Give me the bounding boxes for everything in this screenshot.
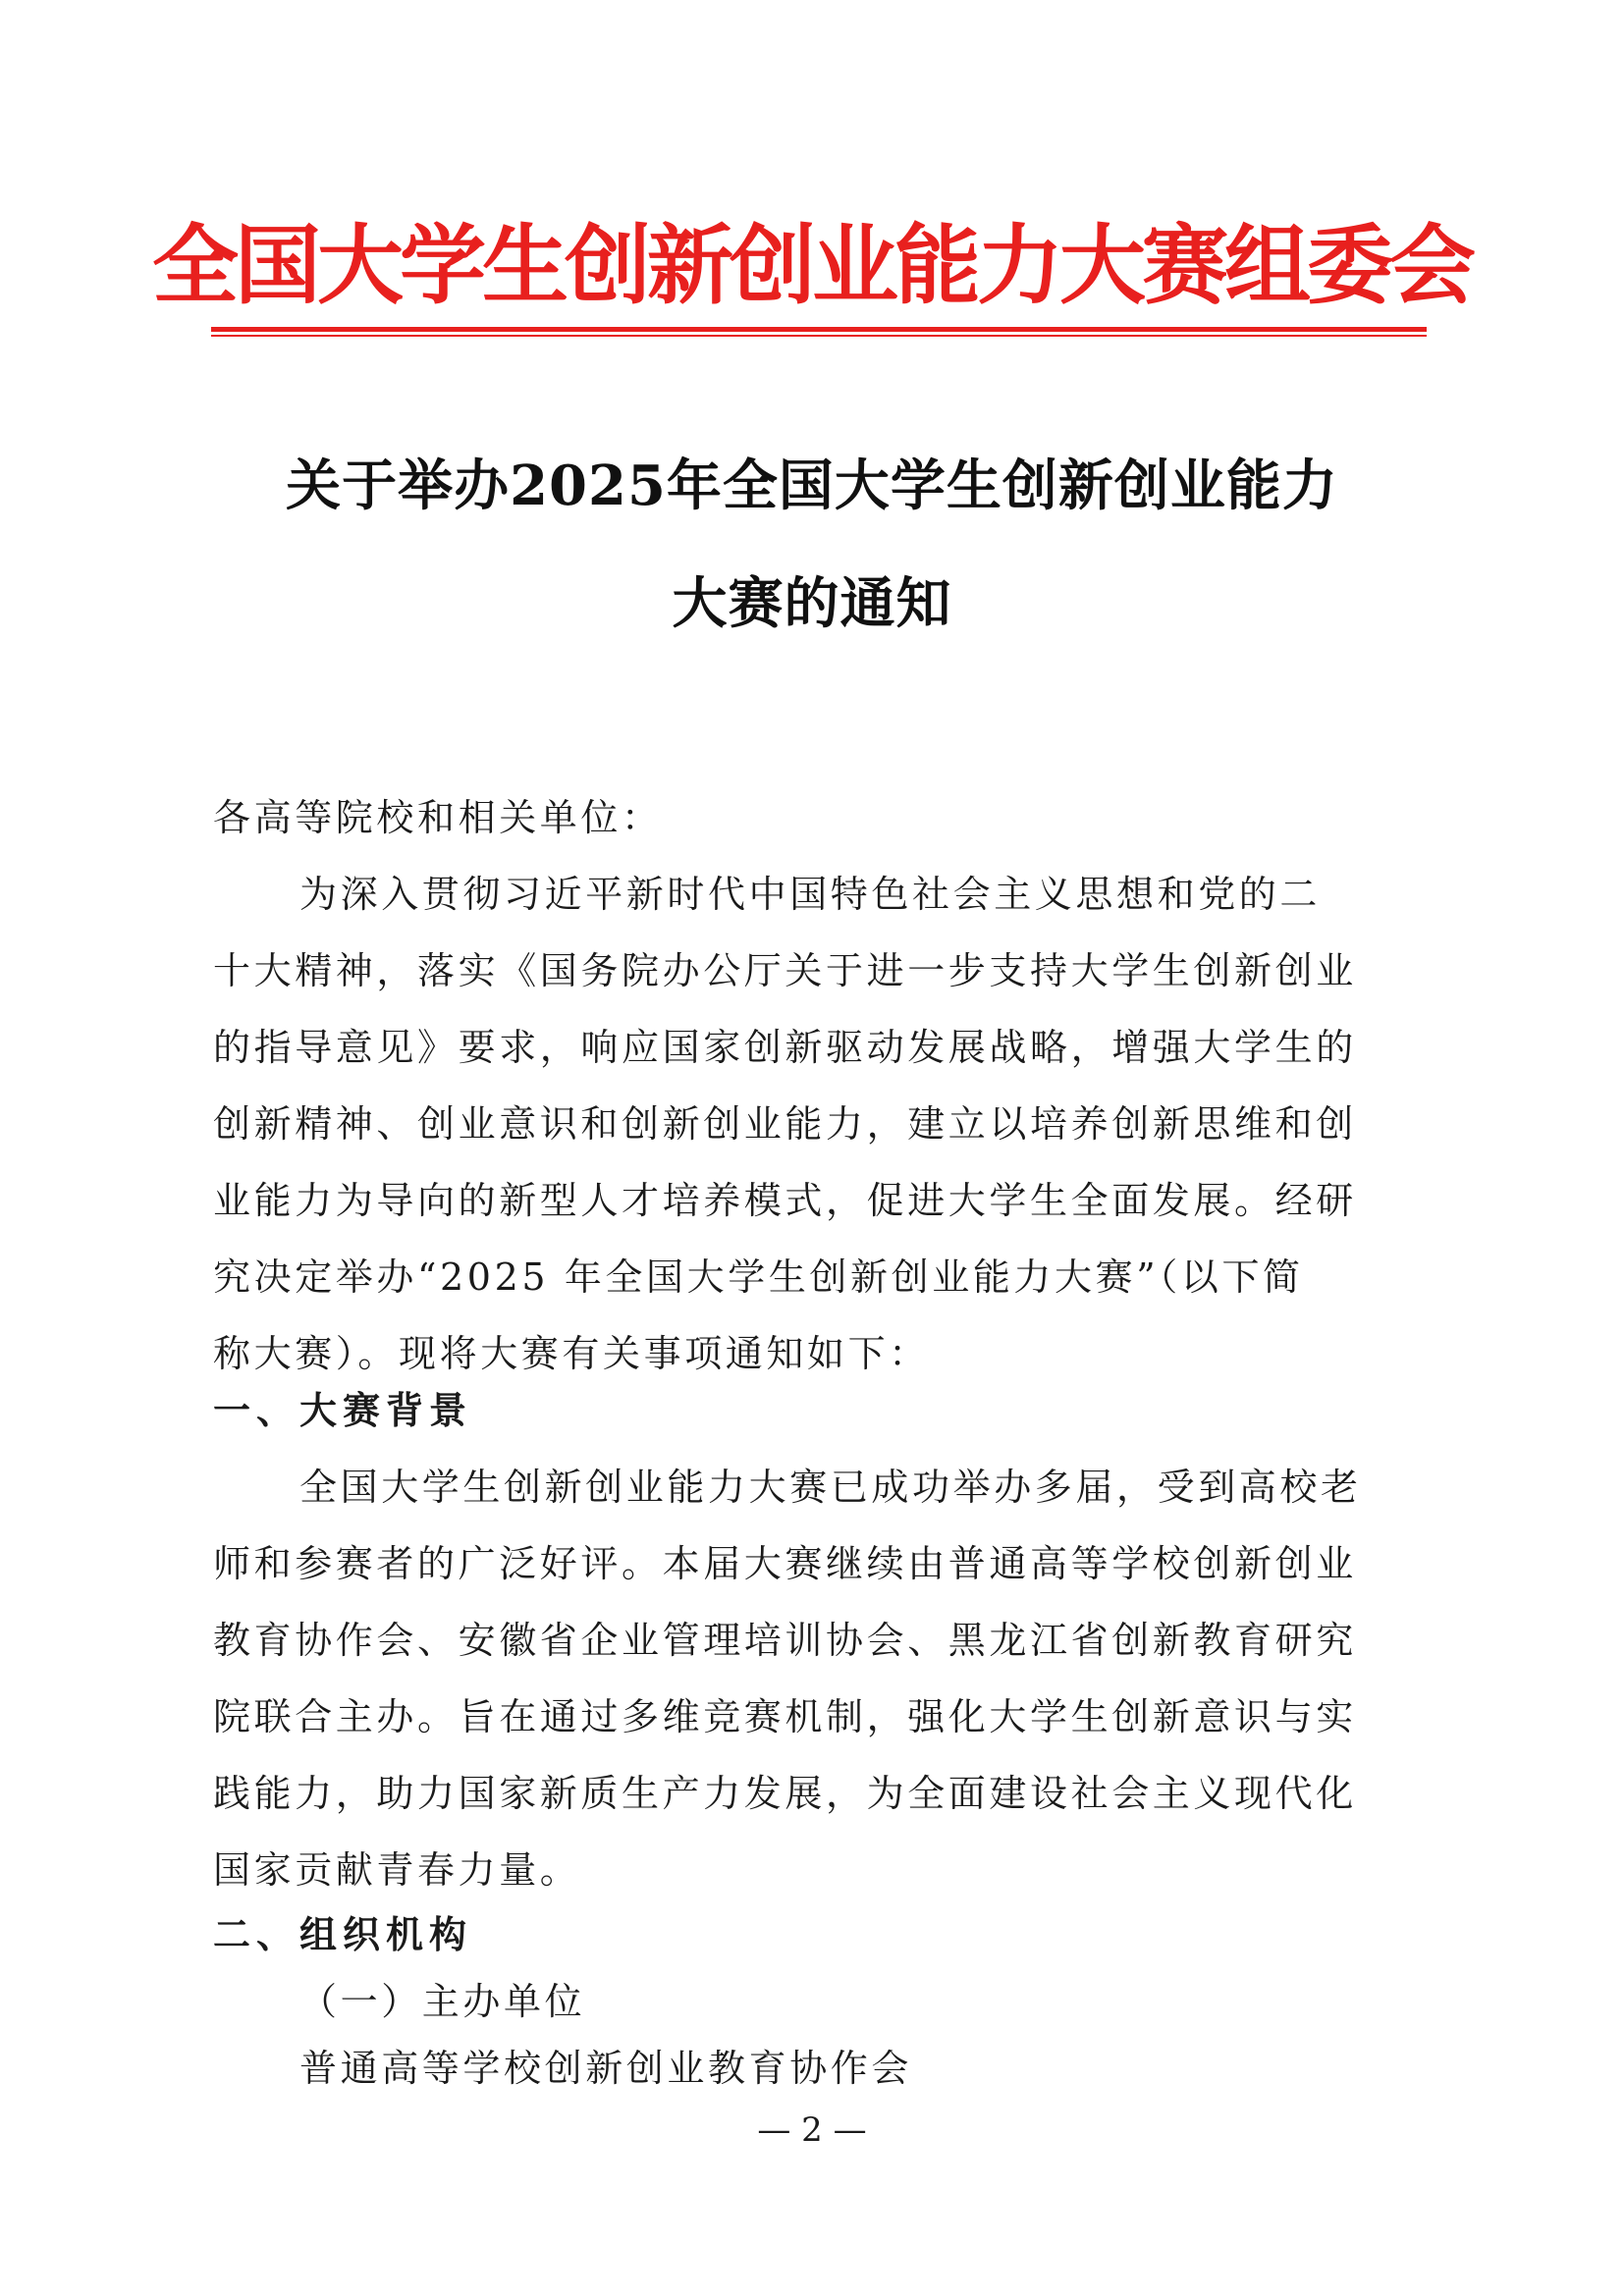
- intro-line: 业能力为导向的新型人才培养模式，促进大学生全面发展。经研: [213, 1179, 1357, 1222]
- masthead-rule-thick: [211, 327, 1427, 332]
- document-title-line-1: 关于举办2025年全国大学生创新创业能力: [286, 454, 1338, 518]
- section-heading-organization: 二、组织机构: [213, 1913, 473, 1956]
- section1-line: 师和参赛者的广泛好评。本届大赛继续由普通高等学校创新创业: [213, 1542, 1357, 1585]
- intro-line: 究决定举办“2025 年全国大学生创新创业能力大赛”（以下简: [213, 1255, 1304, 1299]
- host-organization: 普通高等学校创新创业教育协作会: [299, 2047, 913, 2090]
- section1-line: 全国大学生创新创业能力大赛已成功举办多届，受到高校老: [299, 1466, 1362, 1509]
- section1-line: 教育协作会、安徽省企业管理培训协会、黑龙江省创新教育研究: [213, 1619, 1357, 1662]
- masthead-org-name: 全国大学生创新创业能力大赛组委会: [151, 214, 1472, 316]
- section-heading-background: 一、大赛背景: [213, 1389, 473, 1432]
- intro-line: 十大精神，落实《国务院办公厅关于进一步支持大学生创新创业: [213, 949, 1357, 992]
- intro-line: 的指导意见》要求，响应国家创新驱动发展战略，增强大学生的: [213, 1026, 1357, 1069]
- page-number: — 2 —: [757, 2110, 867, 2150]
- document-title-line-2: 大赛的通知: [672, 571, 952, 636]
- salutation: 各高等院校和相关单位：: [213, 796, 663, 839]
- section1-line: 院联合主办。旨在通过多维竞赛机制，强化大学生创新意识与实: [213, 1695, 1357, 1738]
- intro-line: 为深入贯彻习近平新时代中国特色社会主义思想和党的二: [299, 873, 1322, 916]
- subheading-host: （一）主办单位: [299, 1980, 586, 2023]
- section1-line: 践能力，助力国家新质生产力发展，为全面建设社会主义现代化: [213, 1772, 1357, 1815]
- intro-line: 称大赛）。现将大赛有关事项通知如下：: [213, 1332, 930, 1375]
- masthead-rule-thin: [211, 335, 1427, 337]
- section1-line: 国家贡献青春力量。: [213, 1848, 581, 1892]
- intro-line: 创新精神、创业意识和创新创业能力，建立以培养创新思维和创: [213, 1102, 1357, 1146]
